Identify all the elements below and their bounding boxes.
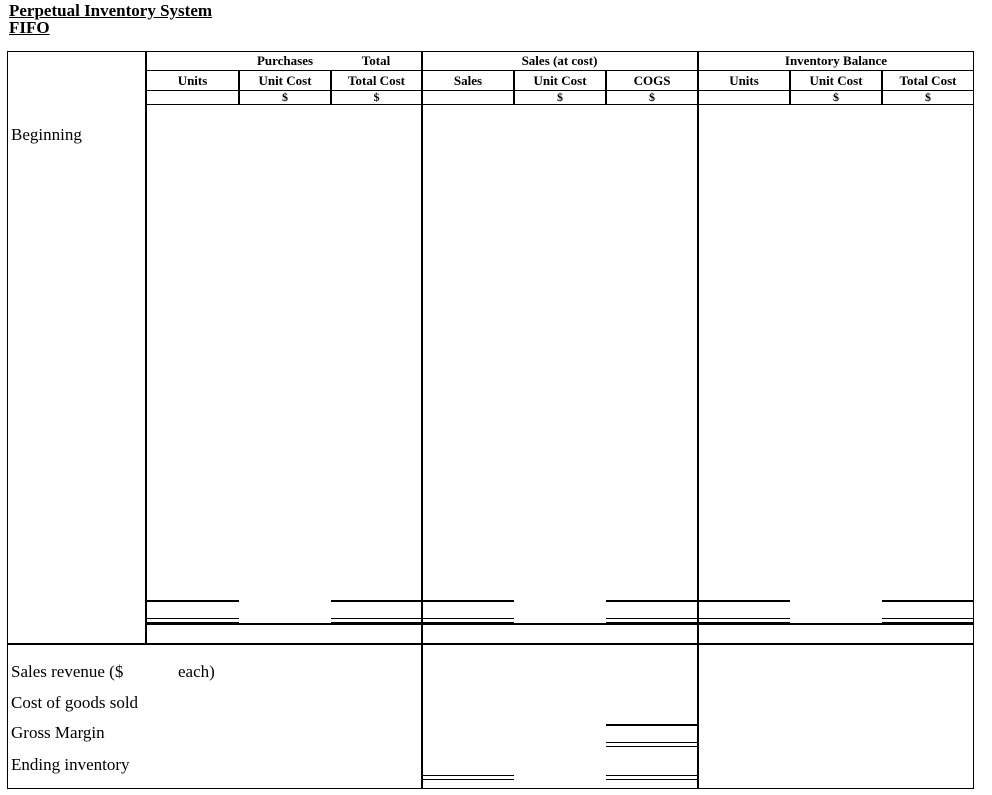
col-header-units: Units xyxy=(177,73,208,88)
summary-separator xyxy=(7,643,974,645)
currency-symbol: $ xyxy=(925,90,931,104)
header-sales-at-cost: Sales (at cost) xyxy=(521,53,598,68)
currency-symbol: $ xyxy=(557,90,563,104)
table-rule xyxy=(239,623,974,625)
divider-label-column xyxy=(145,51,147,645)
sales-revenue-label: Sales revenue ($ xyxy=(11,662,124,681)
total-line xyxy=(698,600,790,602)
gross-margin-label: Gross Margin xyxy=(11,723,105,742)
col-header-total-cost: Total Cost xyxy=(899,73,957,88)
header-purchases: Purchases xyxy=(256,53,314,68)
document-title: Perpetual Inventory System xyxy=(9,1,213,20)
currency-cell xyxy=(146,90,239,105)
col-header-units: Units xyxy=(729,73,759,88)
cogs-label: Cost of goods sold xyxy=(11,693,139,712)
col-header-unit-cost: Unit Cost xyxy=(258,73,312,88)
col-header-sales: Sales xyxy=(453,73,483,88)
table-rule xyxy=(146,623,239,625)
currency-cell xyxy=(422,90,514,105)
cogs-underline xyxy=(606,724,698,726)
gross-margin-double-underline xyxy=(606,742,698,747)
row-label-beginning: Beginning xyxy=(11,125,82,144)
currency-symbol: $ xyxy=(282,90,288,104)
ending-inventory-double-underline xyxy=(422,775,514,780)
inventory-table xyxy=(7,51,974,789)
header-purchases-total: Total xyxy=(361,53,391,68)
currency-symbol: $ xyxy=(373,90,380,104)
col-header-unit-cost: Unit Cost xyxy=(809,73,863,88)
col-header-total-cost: Total Cost xyxy=(348,73,405,88)
currency-symbol: $ xyxy=(649,90,655,104)
divider-purchases-sales xyxy=(421,51,423,789)
total-line xyxy=(146,600,239,602)
currency-symbol: $ xyxy=(833,90,839,104)
col-header-cogs: COGS xyxy=(633,73,671,88)
divider-sales-inventory xyxy=(697,51,699,789)
col-header-unit-cost: Unit Cost xyxy=(533,73,587,88)
total-line xyxy=(331,600,422,602)
currency-cell xyxy=(698,90,790,105)
total-line xyxy=(422,600,514,602)
sales-revenue-each: each) xyxy=(178,662,215,681)
header-inventory-balance: Inventory Balance xyxy=(784,53,888,68)
ending-inventory-double-underline xyxy=(606,775,698,780)
method-label: FIFO xyxy=(9,18,50,37)
total-line xyxy=(606,600,698,602)
ending-inventory-label: Ending inventory xyxy=(11,755,130,774)
total-line xyxy=(882,600,974,602)
